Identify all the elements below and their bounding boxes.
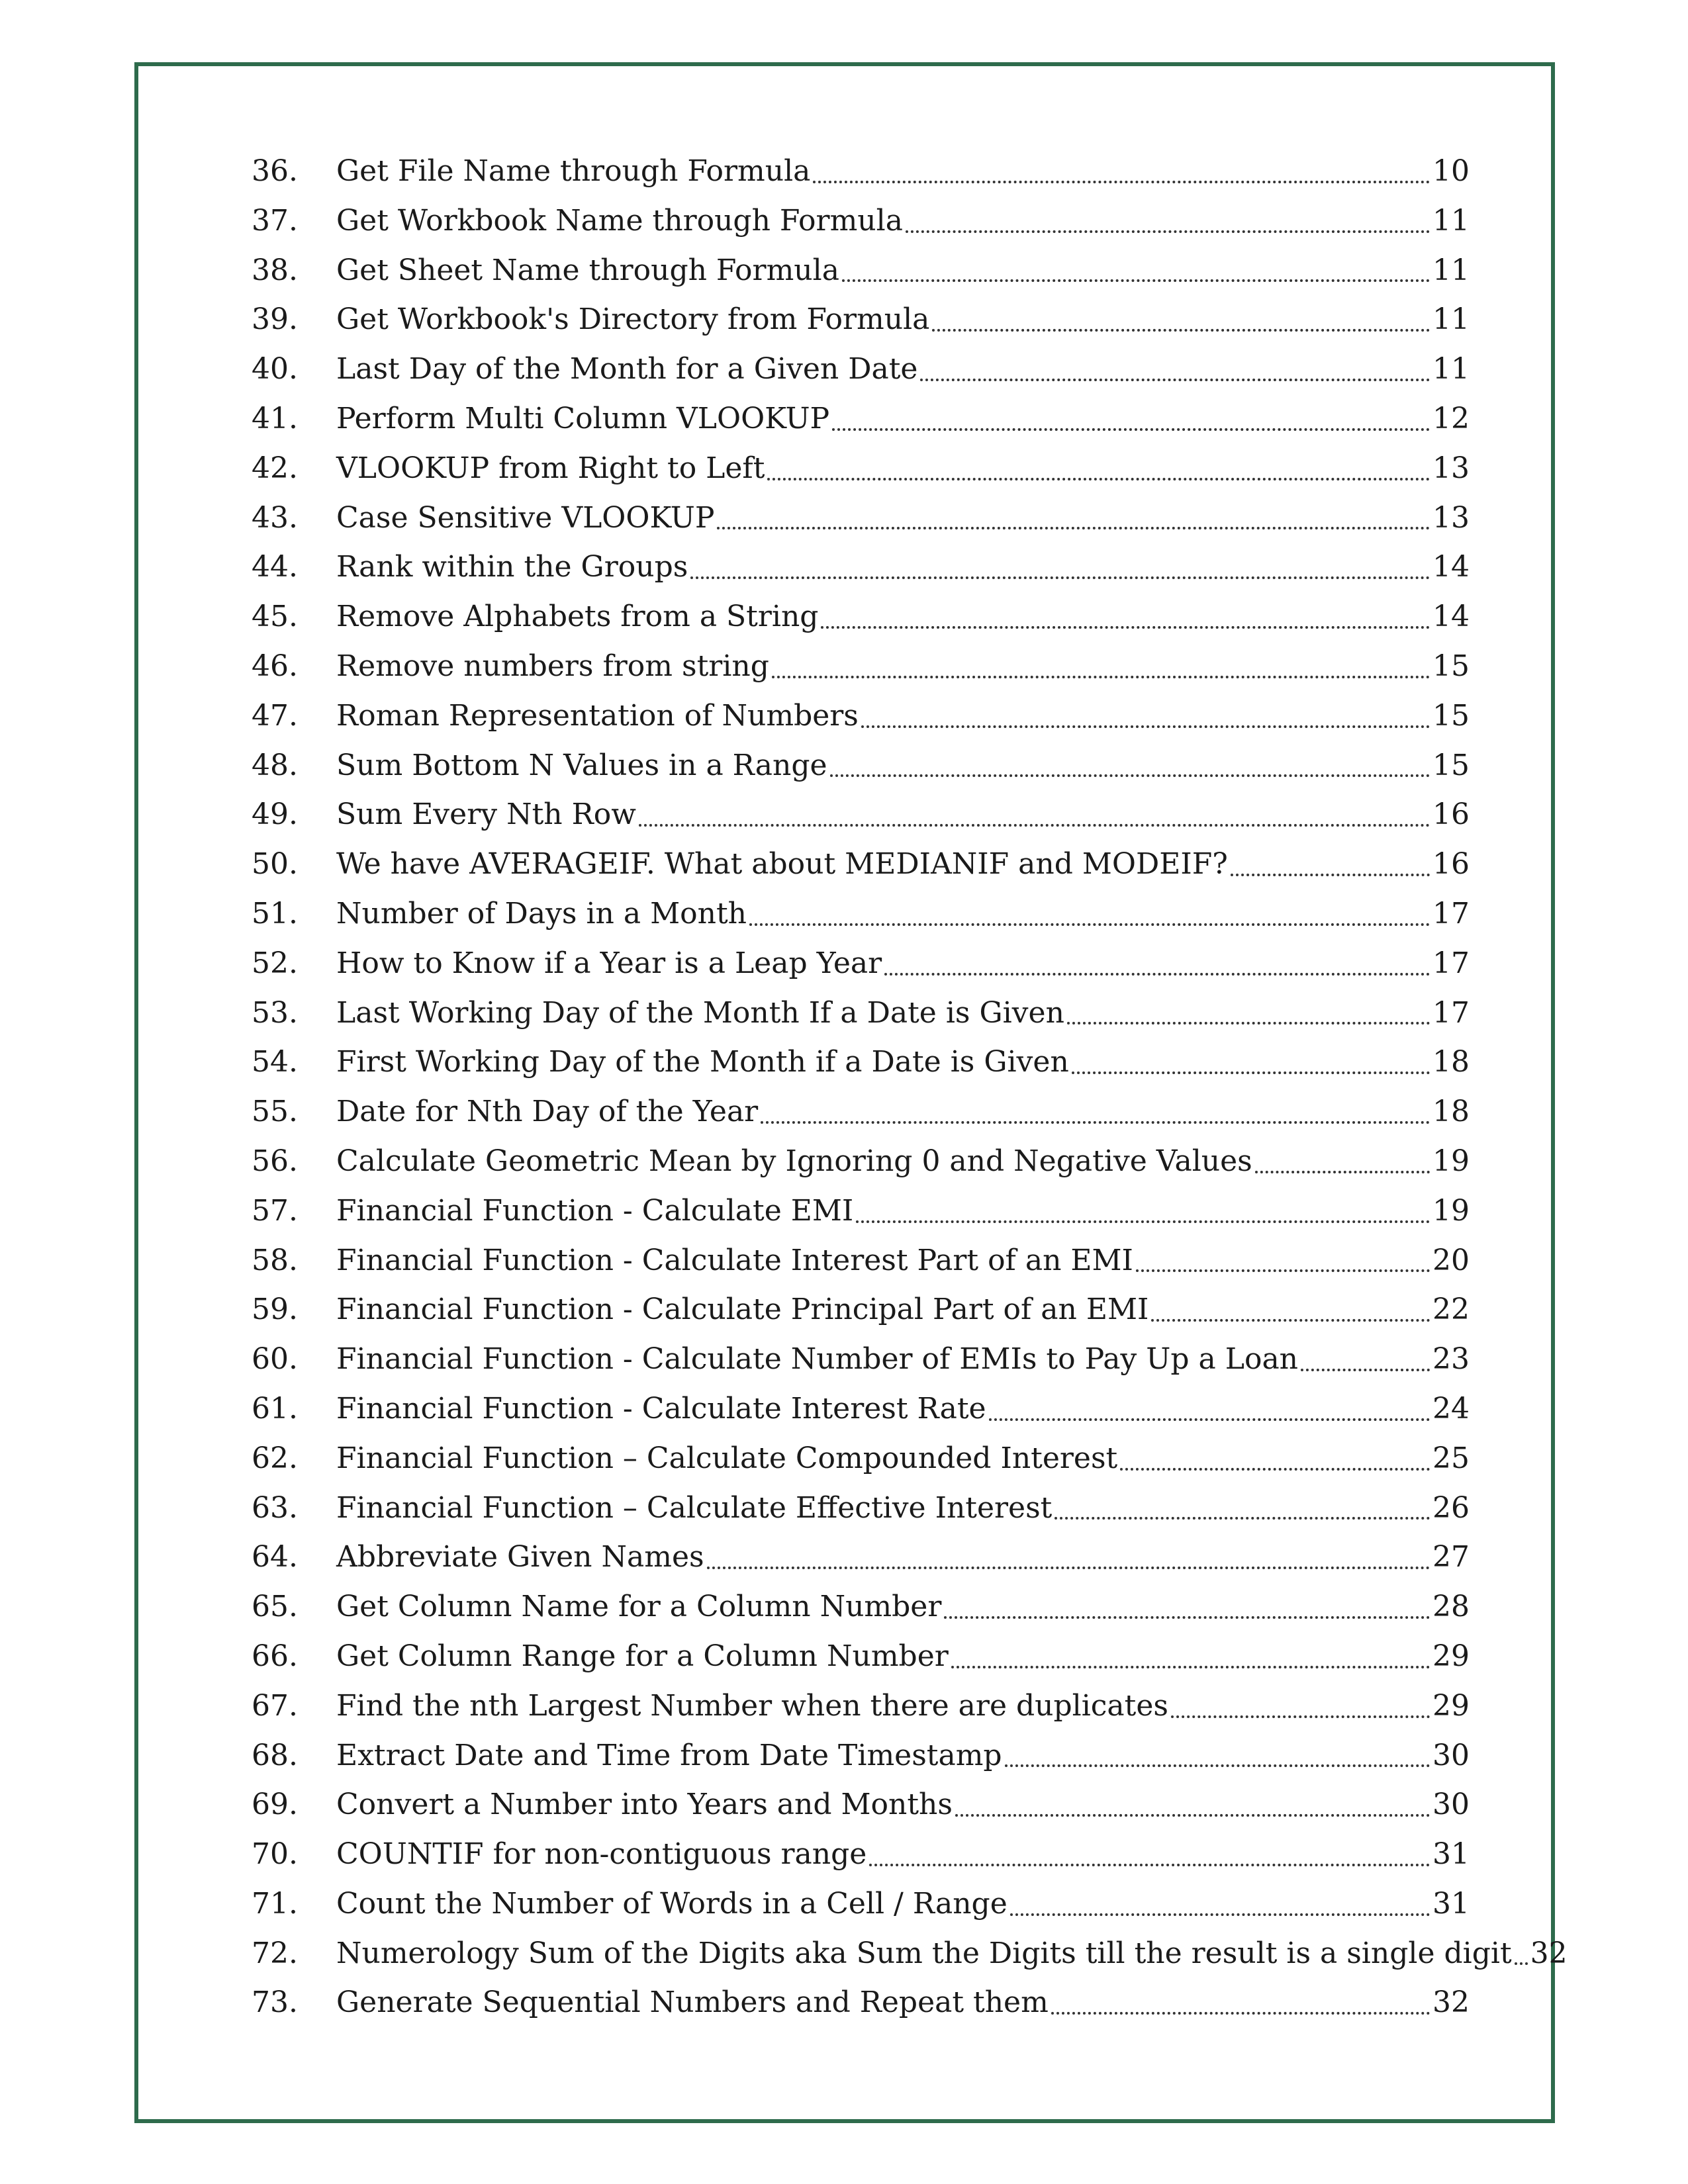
toc-entry-title[interactable]: How to Know if a Year is a Leap Year [336, 946, 882, 980]
toc-entry-title[interactable]: Case Sensitive VLOOKUP [336, 500, 715, 535]
toc-entry[interactable] [252, 1632, 1470, 1682]
toc-entry-title[interactable]: Financial Function - Calculate Interest Rate [336, 1391, 986, 1426]
toc-dot-leader [707, 1567, 1430, 1569]
toc-entry[interactable] [252, 345, 1470, 394]
toc-entry-page-number[interactable]: 15 [1432, 649, 1470, 683]
toc-entry-number: 63. [252, 1490, 298, 1525]
toc-entry-title[interactable]: Get Workbook's Directory from Formula [336, 302, 930, 337]
toc-dot-leader [1010, 1913, 1430, 1916]
toc-entry[interactable] [252, 1830, 1470, 1880]
toc-dot-leader [1005, 1764, 1430, 1767]
toc-entry-number: 47. [252, 698, 298, 733]
toc-entry-number: 58. [252, 1243, 298, 1277]
toc-entry-number: 70. [252, 1837, 298, 1872]
toc-entry[interactable] [252, 295, 1470, 345]
toc-entry-page-number[interactable]: 25 [1432, 1441, 1470, 1475]
toc-entry[interactable] [252, 1780, 1470, 1830]
toc-entry[interactable] [252, 989, 1470, 1038]
toc-dot-leader [932, 329, 1430, 332]
toc-entry-title[interactable]: Financial Function - Calculate Principal Part of an EMI [336, 1293, 1149, 1327]
toc-entry-page-number[interactable]: 32 [1530, 1936, 1568, 1970]
toc-entry-number: 68. [252, 1738, 298, 1772]
toc-entry-number: 37. [252, 203, 298, 238]
toc-entry-page-number[interactable]: 32 [1432, 1985, 1470, 2020]
toc-entry-title[interactable]: First Working Day of the Month if a Date is Given [336, 1045, 1069, 1079]
toc-entry-number: 50. [252, 847, 298, 882]
toc-entry[interactable] [252, 642, 1470, 692]
toc-entry-title[interactable]: VLOOKUP from Right to Left [336, 451, 765, 485]
toc-dot-leader [842, 279, 1430, 282]
toc-entry-number: 43. [252, 500, 298, 535]
toc-entry-page-number[interactable]: 30 [1432, 1738, 1470, 1772]
toc-dot-leader [1051, 2012, 1430, 2015]
toc-entry-number: 48. [252, 748, 298, 782]
toc-entry-number: 62. [252, 1441, 298, 1475]
toc-dot-leader [1136, 1269, 1430, 1272]
toc-entry-title[interactable]: Calculate Geometric Mean by Ignoring 0 and Negative Values [336, 1144, 1252, 1178]
toc-dot-leader [1055, 1517, 1430, 1520]
toc-entry[interactable] [252, 939, 1470, 989]
toc-entry-page-number[interactable]: 10 [1432, 154, 1470, 188]
toc-entry-page-number[interactable]: 14 [1432, 600, 1470, 634]
toc-entry[interactable] [252, 1484, 1470, 1533]
toc-entry-number: 36. [252, 154, 298, 188]
toc-entry[interactable] [252, 592, 1470, 642]
toc-dot-leader [821, 626, 1430, 629]
toc-entry-title[interactable]: Financial Function - Calculate Number of EMIs to Pay Up a Loan [336, 1342, 1299, 1377]
toc-dot-leader [906, 230, 1430, 233]
toc-dot-leader [830, 774, 1430, 777]
toc-entry-title[interactable]: Financial Function – Calculate Effective Interest [336, 1490, 1053, 1525]
toc-entry-title[interactable]: Number of Days in a Month [336, 896, 747, 931]
toc-entry[interactable] [252, 1385, 1470, 1434]
toc-dot-leader [856, 1220, 1430, 1223]
toc-entry-page-number[interactable]: 12 [1432, 401, 1470, 435]
toc-entry[interactable] [252, 1137, 1470, 1187]
toc-entry-title[interactable]: Rank within the Groups [336, 550, 688, 584]
toc-entry-title[interactable]: Financial Function - Calculate Interest Part of an EMI [336, 1243, 1133, 1277]
toc-dot-leader [869, 1864, 1430, 1866]
toc-entry-page-number[interactable]: 17 [1432, 946, 1470, 980]
toc-entry-page-number[interactable]: 11 [1432, 203, 1470, 238]
toc-entry[interactable] [252, 1929, 1568, 1979]
toc-entry[interactable] [252, 1582, 1470, 1632]
toc-entry-number: 71. [252, 1886, 298, 1921]
toc-entry-title[interactable]: Get Workbook Name through Formula [336, 203, 903, 238]
toc-entry-title[interactable]: Remove numbers from string [336, 649, 769, 683]
toc-dot-leader [767, 478, 1430, 480]
toc-entry-page-number[interactable]: 14 [1432, 550, 1470, 584]
toc-entry-page-number[interactable]: 30 [1432, 1788, 1470, 1822]
toc-dot-leader [861, 725, 1430, 728]
toc-entry-title[interactable]: Get Column Range for a Column Number [336, 1639, 949, 1673]
toc-entry[interactable] [252, 692, 1470, 741]
toc-entry-number: 69. [252, 1788, 298, 1822]
toc-entry-title[interactable]: Count the Number of Words in a Cell / Range [336, 1886, 1008, 1921]
toc-entry-page-number[interactable]: 11 [1432, 302, 1470, 337]
toc-entry[interactable] [252, 444, 1470, 494]
toc-entry-page-number[interactable]: 16 [1432, 797, 1470, 832]
toc-entry-title[interactable]: Generate Sequential Numbers and Repeat them [336, 1985, 1049, 2020]
toc-entry[interactable] [252, 1038, 1470, 1087]
toc-entry-number: 55. [252, 1095, 298, 1129]
toc-entry-number: 52. [252, 946, 298, 980]
toc-entry-page-number[interactable]: 15 [1432, 748, 1470, 782]
toc-entry-page-number[interactable]: 23 [1432, 1342, 1470, 1377]
toc-entry-number: 65. [252, 1590, 298, 1624]
toc-entry-page-number[interactable]: 28 [1432, 1590, 1470, 1624]
toc-entry-number: 45. [252, 600, 298, 634]
toc-entry[interactable] [252, 1087, 1470, 1137]
toc-dot-leader [1255, 1171, 1430, 1173]
toc-entry-page-number[interactable]: 27 [1432, 1540, 1470, 1574]
toc-entry[interactable] [252, 790, 1470, 840]
toc-entry[interactable] [252, 1434, 1470, 1484]
toc-entry-page-number[interactable]: 15 [1432, 698, 1470, 733]
toc-entry-page-number[interactable]: 18 [1432, 1045, 1470, 1079]
toc-entry-title[interactable]: Find the nth Largest Number when there are duplicates [336, 1688, 1168, 1723]
toc-entry-number: 44. [252, 550, 298, 584]
toc-dot-leader [832, 428, 1430, 431]
toc-dot-leader [813, 181, 1430, 183]
toc-entry-number: 38. [252, 253, 298, 287]
toc-entry-number: 54. [252, 1045, 298, 1079]
toc-entry-title[interactable]: Last Working Day of the Month If a Date is Given [336, 995, 1064, 1030]
toc-entry[interactable] [252, 1285, 1470, 1335]
toc-entry-number: 60. [252, 1342, 298, 1377]
toc-dot-leader [955, 1814, 1430, 1817]
toc-entry-title[interactable]: Remove Alphabets from a String [336, 600, 819, 634]
toc-entry-number: 42. [252, 451, 298, 485]
toc-entry[interactable] [252, 840, 1470, 889]
toc-entry-title[interactable]: Get Column Name for a Column Number [336, 1590, 942, 1624]
toc-entry-title[interactable]: Extract Date and Time from Date Timestamp [336, 1738, 1002, 1772]
toc-entry-number: 73. [252, 1985, 298, 2020]
toc-entry-number: 66. [252, 1639, 298, 1673]
toc-entry[interactable] [252, 889, 1470, 939]
toc-entry[interactable] [252, 1978, 1470, 2028]
table-of-contents [252, 147, 1568, 2028]
toc-dot-leader [1515, 1962, 1528, 1965]
toc-dot-leader [1151, 1319, 1430, 1322]
toc-entry[interactable] [252, 394, 1470, 444]
toc-entry-title[interactable]: Last Day of the Month for a Given Date [336, 352, 918, 387]
toc-entry-number: 51. [252, 896, 298, 931]
toc-entry[interactable] [252, 543, 1470, 592]
toc-entry-title[interactable]: Convert a Number into Years and Months [336, 1788, 953, 1822]
toc-dot-leader [944, 1616, 1430, 1619]
toc-dot-leader [772, 676, 1430, 678]
toc-dot-leader [690, 576, 1430, 579]
toc-entry-page-number[interactable]: 18 [1432, 1095, 1470, 1129]
toc-entry-number: 39. [252, 302, 298, 337]
toc-entry-title[interactable]: We have AVERAGEIF. What about MEDIANIF and MODEIF? [336, 847, 1228, 882]
toc-entry-title[interactable]: Get Sheet Name through Formula [336, 253, 839, 287]
toc-entry-title[interactable]: Sum Bottom N Values in a Range [336, 748, 827, 782]
toc-entry-page-number[interactable]: 29 [1432, 1688, 1470, 1723]
toc-entry[interactable] [252, 1731, 1470, 1781]
toc-entry-number: 57. [252, 1193, 298, 1228]
toc-entry-page-number[interactable]: 20 [1432, 1243, 1470, 1277]
toc-entry[interactable] [252, 1880, 1470, 1929]
toc-entry-number: 40. [252, 352, 298, 387]
toc-entry-number: 67. [252, 1688, 298, 1723]
toc-dot-leader [1301, 1369, 1430, 1371]
toc-dot-leader [761, 1121, 1430, 1124]
toc-entry-page-number[interactable]: 11 [1432, 253, 1470, 287]
toc-entry-number: 61. [252, 1391, 298, 1426]
toc-entry-number: 49. [252, 797, 298, 832]
toc-entry-page-number[interactable]: 31 [1432, 1886, 1470, 1921]
toc-entry[interactable] [252, 197, 1470, 246]
toc-entry[interactable] [252, 1533, 1470, 1582]
toc-entry-number: 41. [252, 401, 298, 435]
toc-entry-title[interactable]: COUNTIF for non-contiguous range [336, 1837, 867, 1872]
toc-entry[interactable] [252, 494, 1470, 543]
toc-entry-title[interactable]: Abbreviate Given Names [336, 1540, 704, 1574]
toc-dot-leader [1072, 1071, 1430, 1074]
toc-entry-page-number[interactable]: 17 [1432, 995, 1470, 1030]
toc-entry-title[interactable]: Financial Function – Calculate Compounded Interest [336, 1441, 1118, 1475]
toc-entry-title[interactable]: Sum Every Nth Row [336, 797, 636, 832]
toc-entry-page-number[interactable]: 29 [1432, 1639, 1470, 1673]
toc-dot-leader [884, 973, 1430, 976]
toc-entry[interactable] [252, 147, 1470, 197]
toc-entry[interactable] [252, 1236, 1470, 1286]
toc-entry-page-number[interactable]: 31 [1432, 1837, 1470, 1872]
toc-dot-leader [749, 923, 1430, 926]
toc-entry-number: 64. [252, 1540, 298, 1574]
toc-dot-leader [717, 527, 1430, 529]
toc-entry-title[interactable]: Financial Function - Calculate EMI [336, 1193, 854, 1228]
toc-entry-number: 72. [252, 1936, 298, 1970]
toc-dot-leader [1231, 874, 1430, 876]
toc-entry-page-number[interactable]: 22 [1432, 1293, 1470, 1327]
toc-entry-page-number[interactable]: 17 [1432, 896, 1470, 931]
toc-entry-page-number[interactable]: 24 [1432, 1391, 1470, 1426]
toc-entry-number: 53. [252, 995, 298, 1030]
toc-entry-number: 59. [252, 1293, 298, 1327]
toc-entry-title[interactable]: Perform Multi Column VLOOKUP [336, 401, 830, 435]
toc-entry-page-number[interactable]: 19 [1432, 1193, 1470, 1228]
toc-entry[interactable] [252, 246, 1470, 296]
toc-entry-page-number[interactable]: 16 [1432, 847, 1470, 882]
toc-entry-page-number[interactable]: 13 [1432, 500, 1470, 535]
toc-entry-number: 56. [252, 1144, 298, 1178]
toc-entry-page-number[interactable]: 13 [1432, 451, 1470, 485]
toc-entry[interactable] [252, 1335, 1470, 1385]
toc-dot-leader [639, 824, 1430, 827]
toc-dot-leader [920, 379, 1430, 381]
toc-dot-leader [989, 1418, 1430, 1421]
toc-entry-title[interactable]: Roman Representation of Numbers [336, 698, 859, 733]
toc-entry[interactable] [252, 1187, 1470, 1236]
toc-entry-page-number[interactable]: 11 [1432, 352, 1470, 387]
toc-entry-title[interactable]: Get File Name through Formula [336, 154, 811, 188]
toc-entry[interactable] [252, 1682, 1470, 1731]
toc-dot-leader [951, 1666, 1430, 1668]
toc-entry-page-number[interactable]: 19 [1432, 1144, 1470, 1178]
toc-entry-title[interactable]: Date for Nth Day of the Year [336, 1095, 759, 1129]
toc-dot-leader [1171, 1715, 1430, 1718]
toc-entry-number: 46. [252, 649, 298, 683]
toc-dot-leader [1120, 1468, 1430, 1471]
toc-entry-page-number[interactable]: 26 [1432, 1490, 1470, 1525]
toc-entry-title[interactable]: Numerology Sum of the Digits aka Sum the Digits till the result is a single digit [336, 1936, 1512, 1970]
toc-entry[interactable] [252, 741, 1470, 791]
toc-dot-leader [1067, 1022, 1430, 1024]
